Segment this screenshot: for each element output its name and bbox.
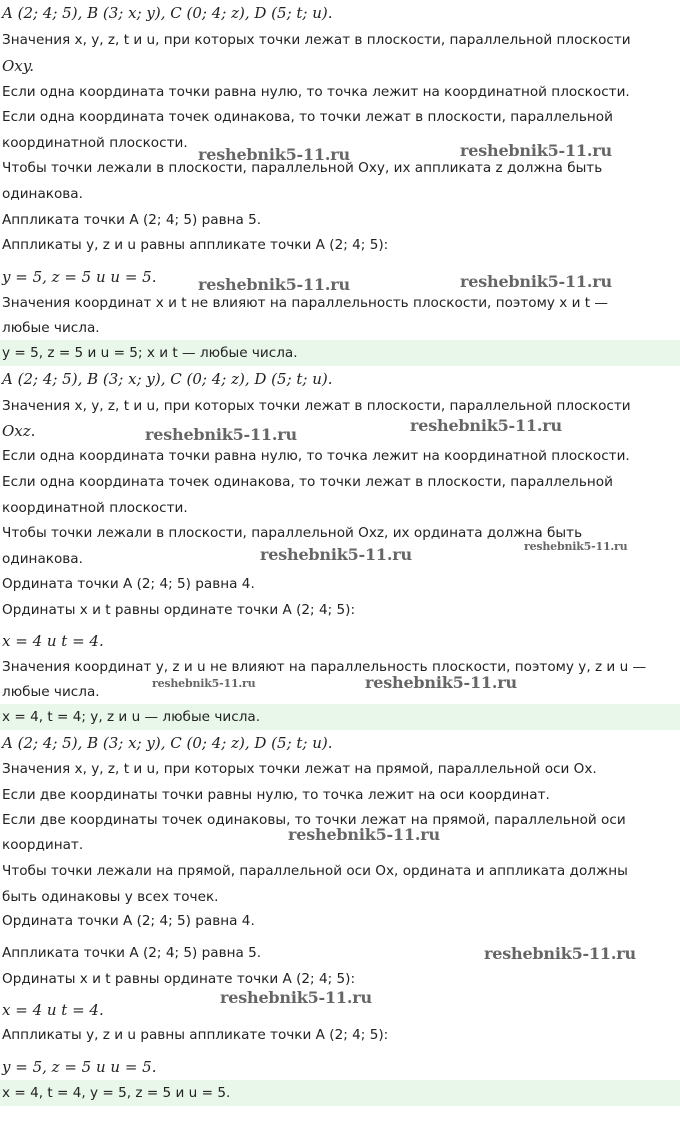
block1-answer: y = 5, z = 5 и u = 5; x и t — любые числа. — [0, 340, 680, 366]
block1-free-line1: Значения координат x и t не влияют на параллельность плоскости, поэтому x и t — — [2, 295, 608, 311]
block2-rule2-line1: Если одна координата точек одинакова, то точки лежат в плоскости, параллельной — [2, 474, 613, 490]
block2-free-line1: Значения координат y, z и u не влияют на параллельность плоскости, поэтому y, z и u — — [2, 659, 647, 675]
block3-applicates-equal: Аппликаты y, z и u равны аппликате точки A (2; 4; 5): — [2, 1027, 389, 1043]
block1-values: y = 5, z = 5 и u = 5. — [2, 268, 157, 286]
block1-rule1: Если одна координата точки равна нулю, то точка лежит на координатной плоскости. — [2, 84, 630, 100]
block1-applicates-equal: Аппликаты y, z и u равны аппликате точки A (2; 4; 5): — [2, 237, 389, 253]
block3-ordinates-equal: Ординаты x и t равны ординате точки A (2; 4; 5): — [2, 971, 356, 987]
block3-answer: x = 4, t = 4, y = 5, z = 5 и u = 5. — [0, 1080, 680, 1106]
block3-ordinate-a: Ордината точки A (2; 4; 5) равна 4. — [2, 913, 255, 929]
block2-rule2-line2: координатной плоскости. — [2, 500, 188, 516]
watermark: reshebnik5-11.ru — [145, 425, 297, 444]
block2-ordinates-equal: Ординаты x и t равны ординате точки A (2; 4; 5): — [2, 602, 356, 618]
watermark: reshebnik5-11.ru — [460, 272, 612, 291]
block2-values: x = 4 и t = 4. — [2, 632, 104, 650]
watermark: reshebnik5-11.ru — [220, 988, 372, 1007]
block3-values-yzu: y = 5, z = 5 и u = 5. — [2, 1058, 157, 1076]
block2-condition-line2: одинакова. — [2, 551, 83, 567]
block3-condition-line1: Чтобы точки лежали на прямой, параллельной оси Ox, ордината и аппликата должны — [2, 863, 628, 879]
block3-condition-line2: быть одинаковы у всех точек. — [2, 889, 219, 905]
block1-condition-line1: Чтобы точки лежали в плоскости, параллельной Oxy, их аппликата z должна быть — [2, 160, 603, 176]
block3-points: A (2; 4; 5), B (3; x; y), C (0; 4; z), D (5; t; u). — [2, 734, 333, 752]
block1-rule2-line2: координатной плоскости. — [2, 135, 188, 151]
block3-rule1: Если две координаты точки равны нулю, то точка лежит на оси координат. — [2, 787, 550, 803]
watermark: reshebnik5-11.ru — [198, 145, 350, 164]
watermark: reshebnik5-11.ru — [460, 141, 612, 160]
block3-rule2-line1: Если две координаты точек одинаковы, то точки лежат на прямой, параллельной оси — [2, 812, 626, 828]
block1-question-line2: Oxy. — [2, 57, 35, 75]
block1-points: A (2; 4; 5), B (3; x; y), C (0; 4; z), D (5; t; u). — [2, 4, 333, 22]
block2-question-line2: Oxz. — [2, 422, 36, 440]
block1-rule2-line1: Если одна координата точек одинакова, то точки лежат в плоскости, параллельной — [2, 109, 613, 125]
block3-values-xt: x = 4 и t = 4. — [2, 1001, 104, 1019]
block1-condition-line2: одинакова. — [2, 186, 83, 202]
block2-condition-line1: Чтобы точки лежали в плоскости, параллельной Oxz, их ордината должна быть — [2, 525, 583, 541]
watermark: reshebnik5-11.ru — [288, 825, 440, 844]
watermark: reshebnik5-11.ru — [260, 545, 412, 564]
watermark: reshebnik5-11.ru — [152, 677, 256, 690]
block1-applicate-a: Аппликата точки A (2; 4; 5) равна 5. — [2, 212, 262, 228]
block2-answer: x = 4, t = 4; y, z и u — любые числа. — [0, 704, 680, 730]
block2-free-line2: любые числа. — [2, 684, 100, 700]
watermark: reshebnik5-11.ru — [410, 416, 562, 435]
watermark: reshebnik5-11.ru — [198, 275, 350, 294]
block3-question: Значения x, y, z, t и u, при которых точки лежат на прямой, параллельной оси Ox. — [2, 761, 597, 777]
watermark: reshebnik5-11.ru — [484, 944, 636, 963]
block2-points: A (2; 4; 5), B (3; x; y), C (0; 4; z), D (5; t; u). — [2, 370, 333, 388]
block1-free-line2: любые числа. — [2, 320, 100, 336]
watermark: reshebnik5-11.ru — [365, 673, 517, 692]
block2-question-line1: Значения x, y, z, t и u, при которых точки лежат в плоскости, параллельной плоскости — [2, 398, 631, 414]
block2-rule1: Если одна координата точки равна нулю, то точка лежит на координатной плоскости. — [2, 448, 630, 464]
watermark: reshebnik5-11.ru — [524, 540, 628, 553]
block3-rule2-line2: координат. — [2, 837, 84, 853]
block2-ordinate-a: Ордината точки A (2; 4; 5) равна 4. — [2, 576, 255, 592]
block1-question-line1: Значения x, y, z, t и u, при которых точки лежат в плоскости, параллельной плоскости — [2, 32, 631, 48]
block3-applicate-a: Аппликата точки A (2; 4; 5) равна 5. — [2, 945, 262, 961]
